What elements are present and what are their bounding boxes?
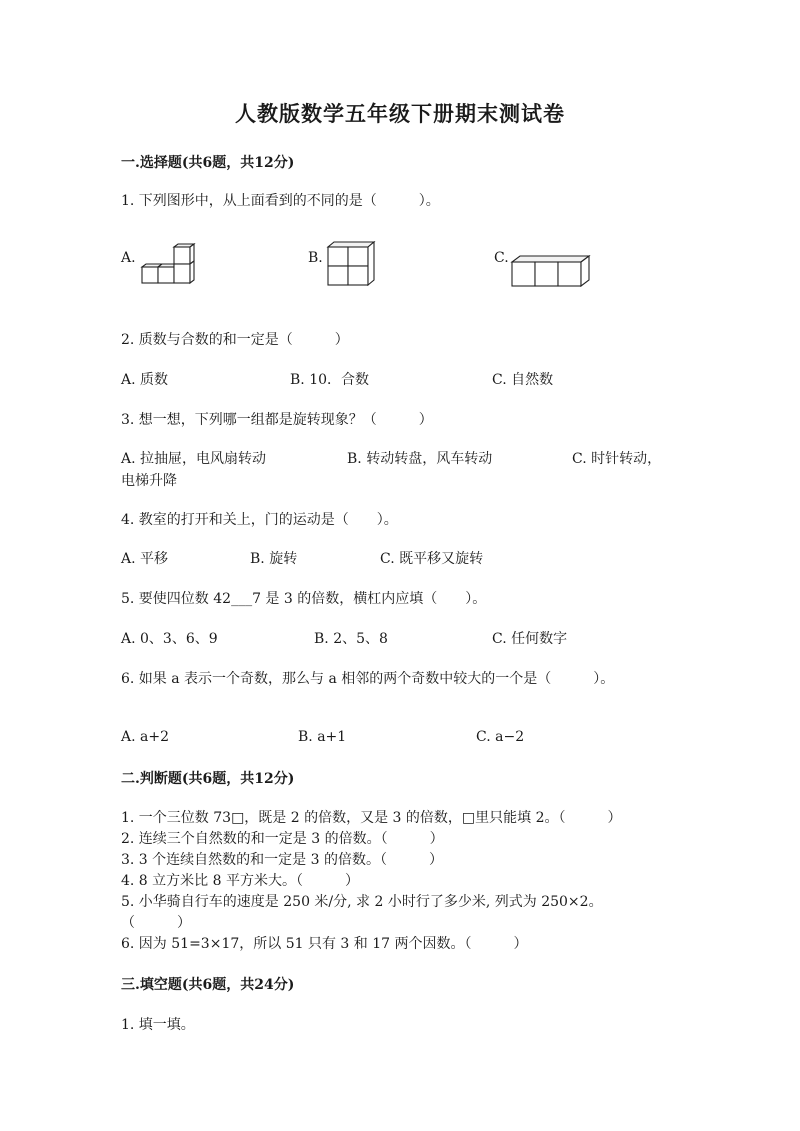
judgement-item-5-bracket: （ ） — [121, 915, 191, 931]
figure-b-cubes — [326, 241, 382, 291]
question-4-option-c: C. 既平移又旋转 — [380, 551, 484, 567]
question-6-stem: 6. 如果 a 表示一个奇数，那么与 a 相邻的两个奇数中较大的一个是（ ）。 — [121, 671, 615, 687]
question-1-option-a-label: A. — [121, 250, 136, 266]
question-6-option-c: C. a−2 — [476, 729, 525, 745]
question-3-option-c: C. 时针转动， — [572, 451, 662, 467]
judgement-item-4: 4. 8 立方米比 8 平方米大。（ ） — [121, 873, 359, 889]
question-2-option-b: B. 10．合数 — [290, 372, 370, 388]
judgement-item-2: 2. 连续三个自然数的和一定是 3 的倍数。（ ） — [121, 831, 444, 847]
question-1-option-c-label: C. — [494, 250, 509, 266]
question-2-option-c: C. 自然数 — [492, 372, 554, 388]
section-heading-fill-in: 三.填空题(共6题，共24分) — [121, 977, 295, 993]
figure-c-cubes — [509, 254, 595, 294]
question-5-option-b: B. 2、5、8 — [314, 631, 388, 647]
judgement-item-3: 3. 3 个连续自然数的和一定是 3 的倍数。（ ） — [121, 852, 443, 868]
question-2-stem: 2. 质数与合数的和一定是（ ） — [121, 332, 349, 348]
section-heading-choice: 一.选择题(共6题，共12分) — [121, 155, 295, 171]
question-3-option-a: A. 拉抽屉，电风扇转动 — [121, 451, 267, 467]
question-5-option-a: A. 0、3、6、9 — [121, 631, 218, 647]
question-6-option-a: A. a+2 — [121, 729, 169, 745]
judgement-item-1: 1. 一个三位数 73□，既是 2 的倍数，又是 3 的倍数，□里只能填 2。（ ） — [121, 810, 622, 826]
section-heading-judgement: 二.判断题(共6题，共12分) — [121, 771, 295, 787]
figure-a-cubes — [138, 243, 198, 291]
question-3-stem: 3. 想一想，下列哪一组都是旋转现象？（ ） — [121, 412, 433, 428]
judgement-item-5: 5. 小华骑自行车的速度是 250 米/分, 求 2 小时行了多少米, 列式为 250×2。 — [121, 894, 603, 910]
question-6-option-b: B. a+1 — [298, 729, 347, 745]
question-4-option-a: A. 平移 — [121, 551, 169, 567]
question-5-stem: 5. 要使四位数 42___7 是 3 的倍数，横杠内应填（ ）。 — [121, 591, 487, 607]
question-5-option-c: C. 任何数字 — [492, 631, 568, 647]
question-1-option-b-label: B. — [308, 250, 323, 266]
question-3-option-c-continued: 电梯升降 — [121, 473, 177, 489]
question-4-option-b: B. 旋转 — [250, 551, 298, 567]
question-2-option-a: A. 质数 — [121, 372, 169, 388]
judgement-item-6: 6. 因为 51=3×17，所以 51 只有 3 和 17 两个因数。（ ） — [121, 936, 528, 952]
question-3-option-b: B. 转动转盘，风车转动 — [347, 451, 493, 467]
fill-in-question-1: 1. 填一填。 — [121, 1017, 195, 1033]
question-1-stem: 1. 下列图形中，从上面看到的不同的是（ ）。 — [121, 193, 440, 209]
question-4-stem: 4. 教室的打开和关上，门的运动是（ ）。 — [121, 512, 398, 528]
page-title: 人教版数学五年级下册期末测试卷 — [235, 101, 565, 126]
